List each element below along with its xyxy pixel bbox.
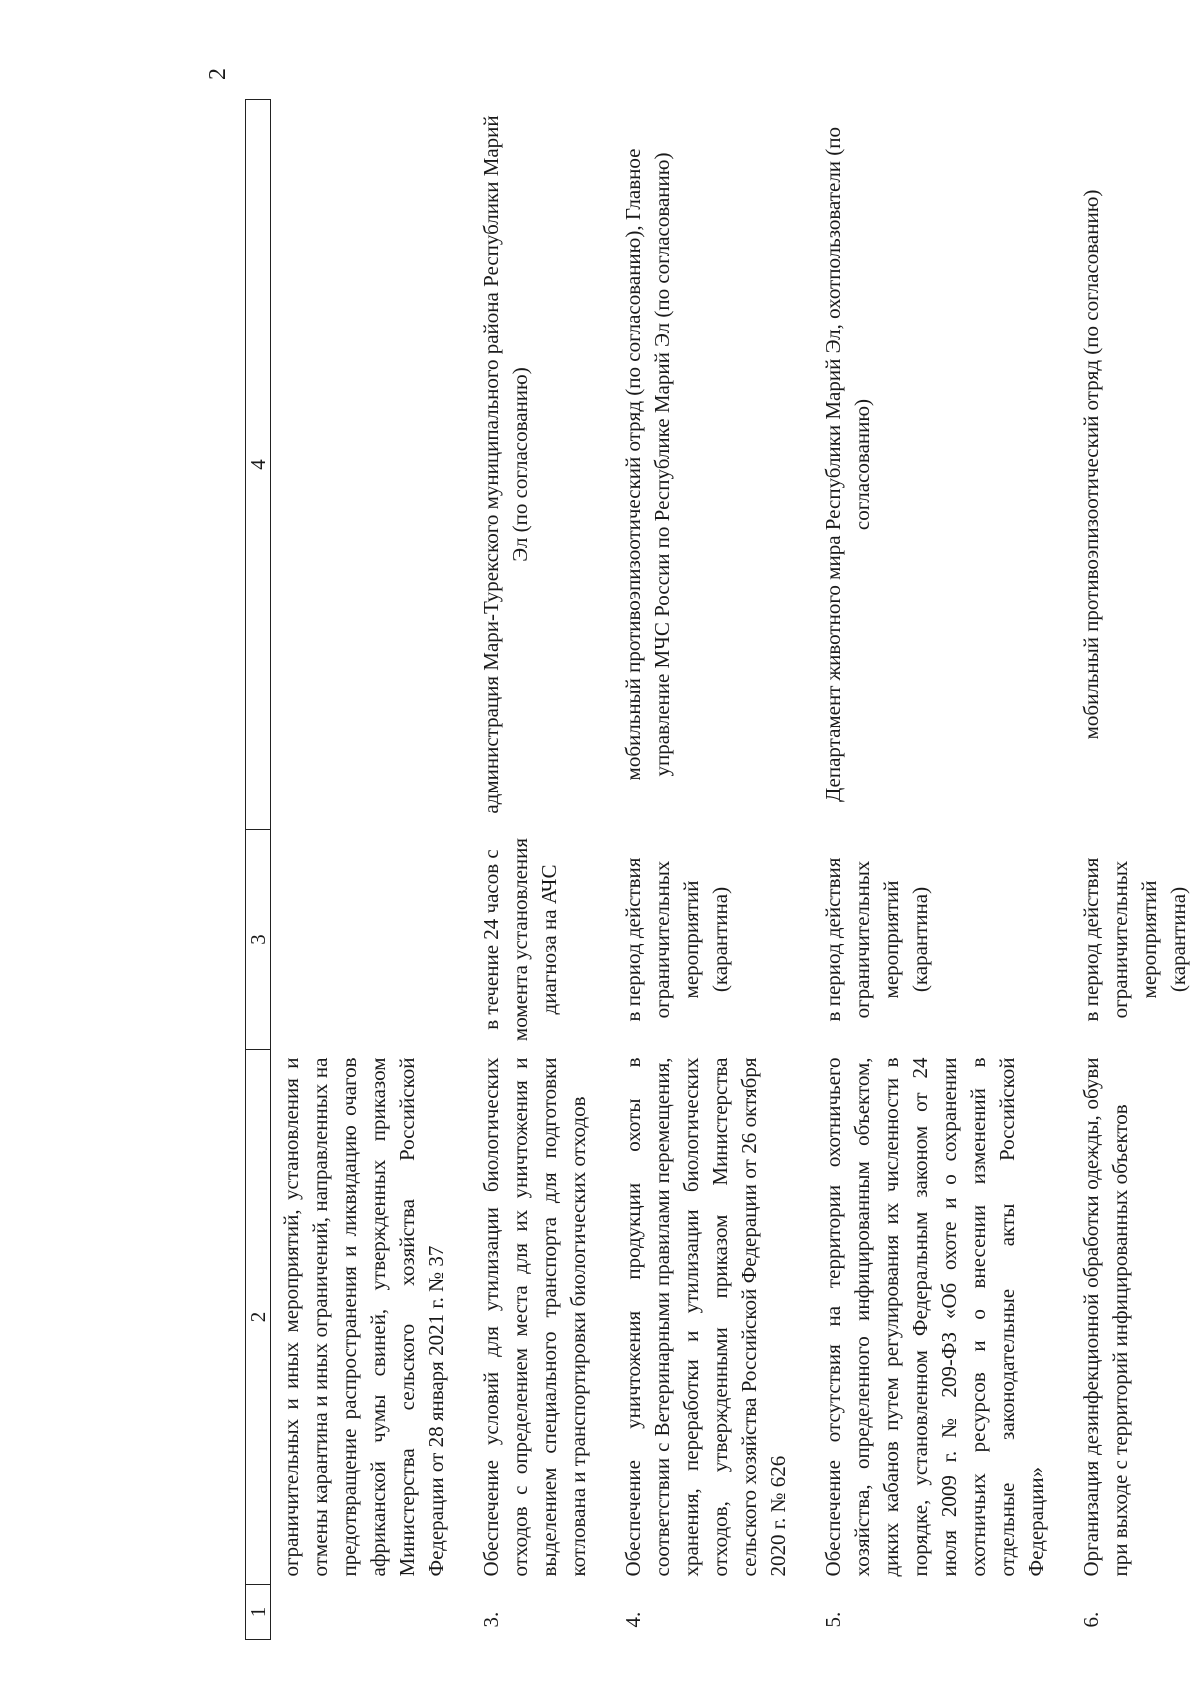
table-body [271, 100, 1200, 1640]
table-row [813, 100, 1071, 1640]
table-row [613, 100, 813, 1640]
row-responsible [271, 100, 472, 830]
table-header-row [246, 100, 271, 1640]
row-description: Обеспечение условий для утилизации биологических отходов с определением места для их уничтожения и выделением специального транспорта для подготовки котлована и транспортировки биологических отходов [479, 1057, 590, 1577]
measures-table [245, 99, 1200, 1640]
row-term: в период действия ограничительных мероприятий (карантина) [1079, 857, 1190, 1022]
row-number: 4. [621, 1611, 645, 1628]
table-row [271, 100, 472, 1640]
row-term: в период действия ограничительных мероприятий (карантина) [821, 857, 932, 1022]
row-number: 3. [479, 1611, 503, 1628]
rotated-content [205, 50, 1190, 1640]
row-responsible: администрация Мари-Турекского муниципального района Республики Марий Эл (по согласованию) [479, 115, 532, 814]
row-responsible: мобильный противоэпизоотический отряд (по согласованию) [1079, 189, 1103, 740]
page-number: 2 [205, 68, 231, 80]
header-cell-3: 3 [246, 830, 271, 1050]
row-number: 6. [1079, 1611, 1103, 1628]
row-description: ограничительных и иных мероприятий, установления и отмены карантина и иных ограничений, направленных на предотвращение распространения и ликвидацию очагов африканской чумы свиней, утвержденных приказом Министерства сельского хозяйства Российской Федерации от 28 января 2021 г. № 37 [279, 1057, 448, 1577]
row-term [271, 830, 472, 1050]
row-description: Обеспечение уничтожения продукции охоты в соответствии с Ветеринарными правилами перемещения, хранения, переработки и утилизации биологических отходов, утвержденными приказом Министерства сельского хозяйства Российской Федерации от 26 октября 2020 г. № 626 [621, 1057, 790, 1577]
header-cell-4: 4 [246, 100, 271, 830]
table-row [471, 100, 613, 1640]
row-number: 5. [821, 1611, 845, 1628]
row-responsible: мобильный противоэпизоотический отряд (по согласованию), Главное управление МЧС России по Республике Марий Эл (по согласованию) [621, 148, 674, 781]
table-row [1071, 100, 1200, 1640]
row-term: в период действия ограничительных мероприятий (карантина) [621, 857, 732, 1022]
header-cell-1: 1 [246, 1585, 271, 1640]
header-cell-2: 2 [246, 1050, 271, 1585]
row-responsible: Департамент животного мира Республики Марий Эл, охотпользователи (по согласованию) [821, 126, 874, 803]
row-description: Организация дезинфекционной обработки одежды, обуви при выходе с территорий инфицированных объектов [1079, 1057, 1132, 1577]
row-number [271, 1585, 472, 1640]
row-term: в течение 24 часов с момента установления диагноза на АЧС [479, 837, 561, 1042]
row-description: Обеспечение отсутствия на территории охотничьего хозяйства, определенного инфицированным объектом, диких кабанов путем регулирования их численности в порядке, установленном Федеральным законом от 24 июля 2009 г. № 209-ФЗ «Об охоте и о сохранении охотничьих ресурсов и о внесении изменений в отдельные законодательные акты Российской Федерации» [821, 1057, 1048, 1577]
